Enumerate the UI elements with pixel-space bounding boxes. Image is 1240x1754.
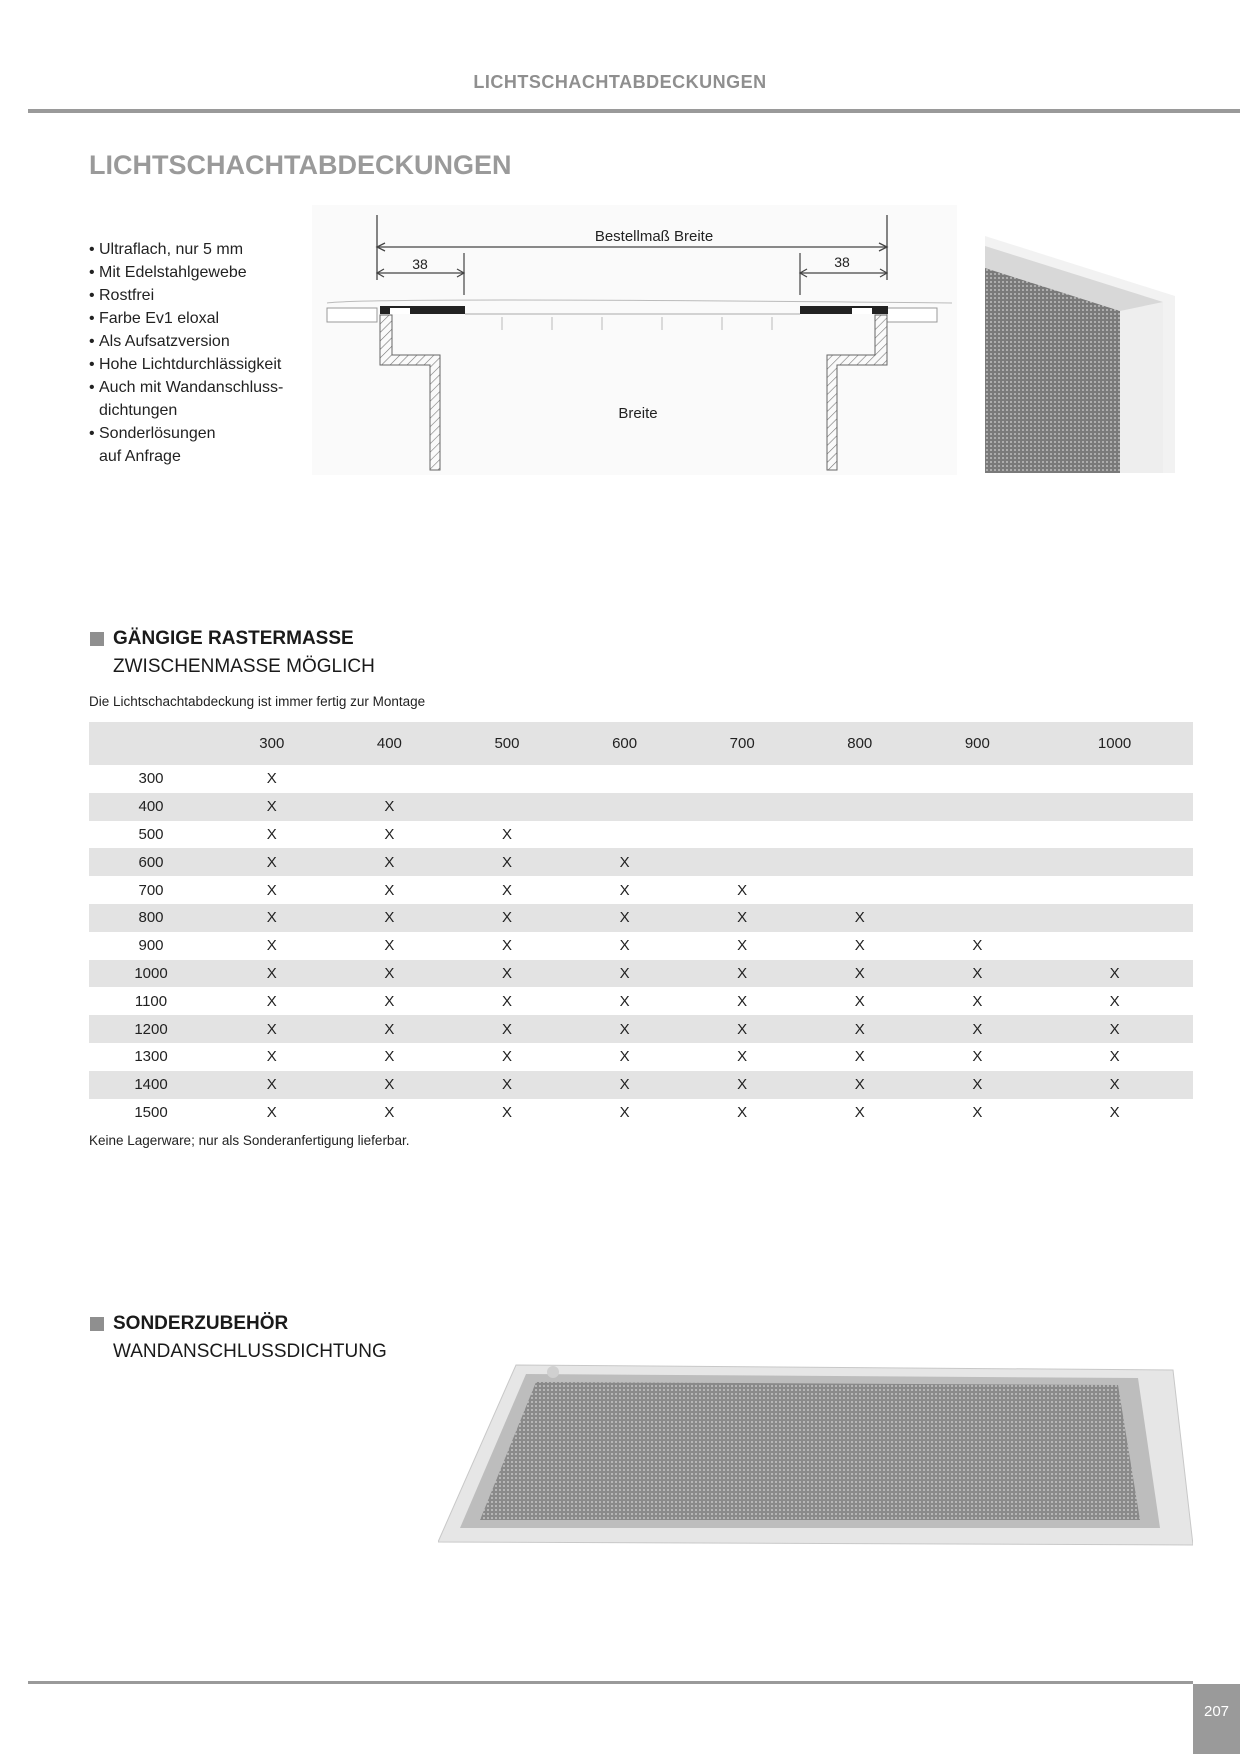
table-cell [448, 793, 566, 821]
table-cell: X [619, 1048, 630, 1066]
table-cell: X [448, 1071, 566, 1099]
table-cell [919, 793, 1037, 821]
table-row [89, 876, 1193, 904]
table-cell [919, 904, 1037, 932]
table-cell: X [566, 904, 684, 932]
table-cell: X [854, 992, 865, 1010]
table-cell [331, 765, 449, 793]
edge-dimension-right: 38 [834, 254, 850, 270]
column-header: 700 [683, 722, 801, 765]
table-cell: X [619, 992, 630, 1010]
feature-item: • Ultraflach, nur 5 mm [89, 238, 299, 261]
table-row [89, 1015, 1193, 1043]
table-cell: X [566, 848, 684, 876]
table-cell: X [384, 1103, 395, 1121]
feature-item: • Hohe Lichtdurchlässigkeit [89, 353, 299, 376]
table-row [89, 932, 1193, 960]
table-cell: X [854, 1103, 865, 1121]
table-cell: X [683, 904, 801, 932]
table-cell: X [566, 960, 684, 988]
table-cell [919, 848, 1037, 876]
section-title: SONDERZUBEHÖR [113, 1313, 289, 1334]
table-cell: X [737, 992, 748, 1010]
table-row [89, 1071, 1193, 1099]
table-cell: X [266, 770, 277, 788]
table-cell: X [566, 1015, 684, 1043]
feature-item: • Rostfrei [89, 284, 299, 307]
row-label: 500 [138, 825, 164, 843]
column-header: 300 [213, 722, 331, 765]
feature-item: • Als Aufsatzversion [89, 330, 299, 353]
table-cell [1036, 932, 1193, 960]
table-cell [801, 793, 919, 821]
table-row [89, 821, 1193, 849]
table-cell [566, 821, 684, 849]
section-marker [90, 1317, 104, 1331]
table-cell: X [501, 881, 512, 899]
table-row [89, 904, 1193, 932]
feature-item: • Mit Edelstahlgewebe [89, 261, 299, 284]
table-cell: X [213, 1071, 331, 1099]
table-cell: X [801, 904, 919, 932]
row-label: 1000 [89, 960, 213, 988]
table-cell: X [683, 1015, 801, 1043]
grating-corner-photo [985, 236, 1175, 473]
table-cell: X [854, 1048, 865, 1066]
table-cell: X [972, 937, 983, 955]
table-cell [801, 876, 919, 904]
table-cell: X [1109, 1103, 1120, 1121]
table-cell: X [266, 992, 277, 1010]
table-cell: X [266, 1103, 277, 1121]
row-label: 900 [138, 937, 164, 955]
table-cell: X [1036, 960, 1193, 988]
table-cell [1036, 821, 1193, 849]
table-header-row [89, 722, 1193, 765]
table-cell: X [619, 881, 630, 899]
table-corner-cell [89, 722, 213, 765]
table-cell [683, 765, 801, 793]
table-cell: X [266, 1048, 277, 1066]
table-cell: X [737, 937, 748, 955]
column-header: 500 [448, 722, 566, 765]
table-cell: X [331, 960, 449, 988]
feature-list [89, 238, 299, 468]
table-cell: X [737, 881, 748, 899]
edge-dimension-left: 38 [412, 256, 428, 272]
table-intro: Die Lichtschachtabdeckung ist immer fertig zur Montage [89, 694, 426, 709]
table-cell: X [1036, 1015, 1193, 1043]
column-header: 800 [801, 722, 919, 765]
table-cell: X [919, 960, 1037, 988]
column-header: 900 [919, 722, 1037, 765]
table-cell [683, 821, 801, 849]
table-cell: X [972, 992, 983, 1010]
table-cell: X [737, 1103, 748, 1121]
table-cell: X [619, 937, 630, 955]
table-cell: X [972, 1103, 983, 1121]
table-cell [1036, 765, 1193, 793]
table-cell: X [501, 825, 512, 843]
table-cell: X [801, 1015, 919, 1043]
table-row [89, 1099, 1193, 1127]
table-cell [1036, 793, 1193, 821]
table-cell [1036, 848, 1193, 876]
table-cell [801, 765, 919, 793]
running-header: LICHTSCHACHTABDECKUNGEN [473, 72, 767, 92]
table-row [89, 1043, 1193, 1071]
table-row [89, 848, 1193, 876]
table-cell: X [1109, 992, 1120, 1010]
cross-section-diagram [312, 205, 957, 475]
table-cell: X [213, 848, 331, 876]
section-marker [90, 632, 104, 646]
row-label: 1400 [89, 1071, 213, 1099]
table-cell: X [801, 960, 919, 988]
table-cell: X [213, 904, 331, 932]
section-subtitle: ZWISCHENMASSE MÖGLICH [113, 656, 375, 677]
table-cell: X [619, 1103, 630, 1121]
column-header: 1000 [1036, 722, 1193, 765]
table-cell: X [854, 937, 865, 955]
table-cell: X [384, 881, 395, 899]
table-row [89, 987, 1193, 1015]
table-cell [683, 848, 801, 876]
table-cell: X [331, 1015, 449, 1043]
table-cell: X [448, 1015, 566, 1043]
column-header: 400 [331, 722, 449, 765]
table-cell: X [501, 1103, 512, 1121]
table-cell: X [1109, 1048, 1120, 1066]
row-label: 800 [89, 904, 213, 932]
table-cell: X [331, 793, 449, 821]
grid-sizes-table [89, 722, 1193, 1126]
table-cell: X [683, 1071, 801, 1099]
table-cell: X [384, 1048, 395, 1066]
table-cell: X [737, 1048, 748, 1066]
table-row [89, 960, 1193, 988]
table-cell [566, 793, 684, 821]
table-cell: X [919, 1015, 1037, 1043]
table-cell [1036, 876, 1193, 904]
table-cell: X [919, 1071, 1037, 1099]
table-cell: X [972, 1048, 983, 1066]
table-cell: X [501, 1048, 512, 1066]
feature-item: • Farbe Ev1 eloxal [89, 307, 299, 330]
row-label: 600 [89, 848, 213, 876]
table-cell: X [384, 825, 395, 843]
table-cell [1036, 904, 1193, 932]
table-cell: X [331, 1071, 449, 1099]
table-cell: X [566, 1071, 684, 1099]
header-rule [28, 109, 1240, 113]
table-cell: X [213, 1015, 331, 1043]
page-number: 207 [1193, 1684, 1240, 1754]
table-cell: X [501, 937, 512, 955]
table-cell [919, 765, 1037, 793]
table-row [89, 765, 1193, 793]
table-cell: X [501, 992, 512, 1010]
row-label: 300 [138, 770, 164, 788]
table-cell [683, 793, 801, 821]
table-cell [801, 821, 919, 849]
feature-item: • Auch mit Wandanschluss-dichtungen [89, 376, 289, 422]
footer-rule [28, 1681, 1193, 1684]
table-cell [801, 848, 919, 876]
table-cell: X [448, 848, 566, 876]
table-cell: X [331, 904, 449, 932]
table-cell: X [448, 960, 566, 988]
table-cell: X [683, 960, 801, 988]
table-cell: X [213, 793, 331, 821]
page-title: LICHTSCHACHTABDECKUNGEN [89, 150, 512, 180]
table-cell: X [1036, 1071, 1193, 1099]
section-title: GÄNGIGE RASTERMASSE [113, 628, 354, 649]
width-label: Breite [618, 405, 658, 422]
table-cell: X [384, 937, 395, 955]
table-cell: X [384, 992, 395, 1010]
order-width-label: Bestellmaß Breite [594, 228, 714, 245]
table-cell: X [266, 937, 277, 955]
table-cell: X [331, 848, 449, 876]
table-cell: X [266, 881, 277, 899]
table-cell [448, 765, 566, 793]
wall-seal-grating-photo [438, 1360, 1193, 1550]
feature-item: • Sonderlösungen auf Anfrage [89, 422, 239, 468]
table-cell: X [213, 960, 331, 988]
table-row [89, 793, 1193, 821]
table-cell: X [448, 904, 566, 932]
row-label: 1300 [134, 1048, 168, 1066]
table-cell: X [266, 825, 277, 843]
table-cell: X [801, 1071, 919, 1099]
row-label: 1200 [89, 1015, 213, 1043]
row-label: 1100 [134, 992, 168, 1010]
column-header: 600 [566, 722, 684, 765]
table-cell [919, 821, 1037, 849]
table-note: Keine Lagerware; nur als Sonderanfertigung lieferbar. [89, 1133, 410, 1148]
row-label: 400 [89, 793, 213, 821]
row-label: 1500 [134, 1103, 168, 1121]
table-cell [566, 765, 684, 793]
table-cell [919, 876, 1037, 904]
row-label: 700 [138, 881, 164, 899]
section-subtitle: WANDANSCHLUSSDICHTUNG [113, 1341, 387, 1362]
